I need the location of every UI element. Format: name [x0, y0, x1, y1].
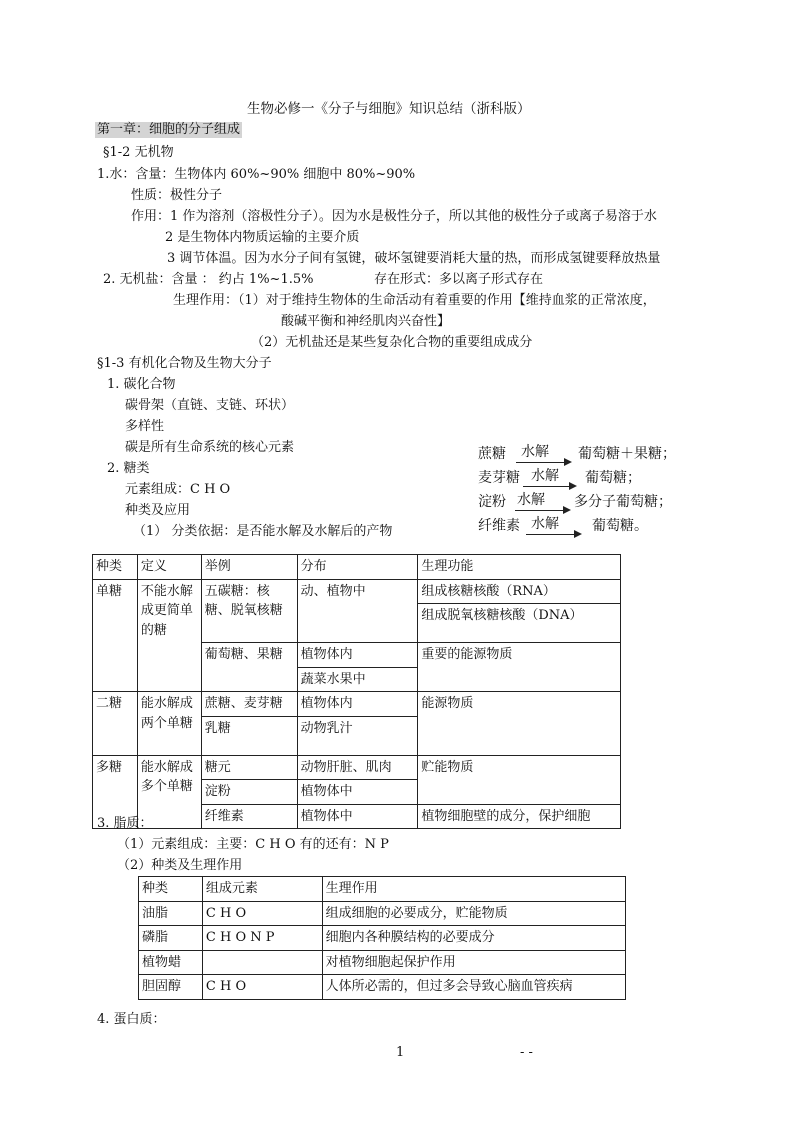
hydrolysis-arrow-icon — [526, 534, 576, 535]
hydrolysis-reactant: 蔗糖 — [478, 446, 506, 462]
table-cell — [202, 950, 322, 975]
sugar-line-2: 种类及应用 — [125, 503, 191, 518]
table-cell: 植物体内 — [297, 643, 418, 668]
page-number: 1 — [396, 1045, 405, 1060]
table-cell: 能水解成多个单糖 — [137, 755, 201, 829]
table-header-cell: 分布 — [297, 555, 418, 580]
sugar-line-3: （1） 分类依据：是否能水解及水解后的产物 — [133, 524, 393, 539]
document-title: 生物必修一《分子与细胞》知识总结（浙科版） — [247, 101, 531, 117]
table-row — [139, 950, 626, 975]
hydrolysis-product: 葡萄糖。 — [592, 518, 648, 534]
lipid-line-2: （2）种类及生理作用 — [117, 858, 243, 873]
table-cell: C H O — [202, 901, 322, 926]
table-cell: 动物乳汁 — [297, 716, 418, 755]
table-row — [139, 926, 626, 951]
table-cell: 能水解成两个单糖 — [137, 692, 201, 756]
hydrolysis-reactant: 纤维素 — [478, 518, 520, 534]
water-property: 性质：极性分子 — [131, 188, 223, 203]
table-header-cell: 种类 — [139, 877, 203, 902]
table-cell: 植物体中 — [297, 780, 418, 805]
table-cell: 植物蜡 — [139, 950, 203, 975]
table-cell: 胆固醇 — [139, 975, 203, 1000]
table-cell: 磷脂 — [139, 926, 203, 951]
table-cell: 油脂 — [139, 901, 203, 926]
table-cell: 细胞内各种膜结构的必要成分 — [322, 926, 625, 951]
table-cell: 纤维素 — [201, 804, 297, 829]
chapter-heading: 第一章：细胞的分子组成 — [97, 122, 241, 137]
sugar-line-1: 元素组成：C H O — [125, 482, 231, 497]
hydrolysis-arrow-icon — [523, 486, 571, 487]
water-use-3: 3 调节体温。因为水分子间有氢键，破坏氢键要消耗大量的热，而形成氢键要释放热量 — [167, 251, 661, 266]
table-header-cell: 种类 — [93, 555, 138, 580]
table-cell: 重要的能源物质 — [418, 643, 621, 692]
carbon-line-1: 碳骨架（直链、支链、环状） — [125, 398, 295, 413]
table-cell: 组成脱氧核糖核酸（DNA） — [418, 604, 621, 643]
table-header-cell: 定义 — [137, 555, 201, 580]
table-cell: C H O — [202, 975, 322, 1000]
table-cell: 蔬菜水果中 — [297, 667, 418, 692]
hydrolysis-product: 葡萄糖； — [585, 470, 641, 486]
lipid-heading: 3. 脂质： — [97, 816, 153, 831]
table-cell: 蔗糖、麦芽糖 — [201, 692, 297, 717]
table-cell: 五碳糖：核糖、脱氧核糖 — [201, 579, 297, 643]
salt-phys-1b: 酸碱平衡和神经肌肉兴奋性】 — [281, 314, 451, 329]
sugar-table — [92, 554, 621, 829]
table-cell: 多糖 — [93, 755, 138, 829]
table-cell: 植物体中 — [297, 804, 418, 829]
carbon-line-2: 多样性 — [125, 419, 165, 434]
table-header-cell: 组成元素 — [202, 877, 322, 902]
lipid-table — [138, 876, 626, 1000]
water-use-1: 作用：1 作为溶剂（溶极性分子）。因为水是极性分子，所以其他的极性分子或离子易溶于水 — [131, 209, 657, 224]
hydrolysis-reactant: 淀粉 — [478, 494, 506, 510]
protein-heading: 4. 蛋白质： — [97, 1012, 166, 1027]
table-cell: 贮能物质 — [418, 755, 621, 804]
salt-phys-1: 生理作用：（1）对于维持生物体的生命活动有着重要的作用【维持血浆的正常浓度， — [173, 293, 656, 308]
table-cell: 淀粉 — [201, 780, 297, 805]
hydrolysis-arrow-icon — [515, 510, 565, 511]
table-cell: 不能水解成更简单的糖 — [137, 579, 201, 692]
hydrolysis-arrowhead-icon — [564, 458, 572, 466]
table-cell: 动、植物中 — [297, 579, 418, 643]
carbon-heading: 1. 碳化合物 — [107, 377, 176, 392]
hydrolysis-arrowhead-icon — [563, 506, 571, 514]
sugar-heading: 2. 糖类 — [107, 461, 150, 476]
hydrolysis-label: 水解 — [517, 492, 545, 508]
table-cell: C H O N P — [202, 926, 322, 951]
water-content: 1.水：含量：生物体内 60%~90% 细胞中 80%~90% — [97, 167, 416, 182]
table-row — [139, 975, 626, 1000]
table-cell: 植物体内 — [297, 692, 418, 717]
table-cell: 组成核糖核酸（RNA） — [418, 579, 621, 604]
table-header-row — [93, 555, 621, 580]
hydrolysis-label: 水解 — [531, 516, 559, 532]
table-header-cell: 生理功能 — [418, 555, 621, 580]
table-cell: 植物细胞壁的成分，保护细胞 — [418, 804, 621, 829]
carbon-line-3: 碳是所有生命系统的核心元素 — [125, 440, 295, 455]
table-cell: 动物肝脏、肌肉 — [297, 755, 418, 780]
hydrolysis-arrow-icon — [516, 462, 566, 463]
hydrolysis-product: 多分子葡萄糖； — [574, 494, 672, 510]
section-organic: §1-3 有机化合物及生物大分子 — [97, 356, 272, 371]
section-inorganic: §1-2 无机物 — [103, 145, 174, 160]
table-cell: 人体所必需的，但过多会导致心脑血管疾病 — [322, 975, 625, 1000]
salt-content: 2. 无机盐：含量 ： 约占 1%~1.5% — [103, 272, 314, 287]
table-cell: 单糖 — [93, 579, 138, 692]
table-cell: 组成细胞的必要成分，贮能物质 — [322, 901, 625, 926]
salt-form: 存在形式：多以离子形式存在 — [374, 272, 544, 287]
table-cell: 乳糖 — [201, 716, 297, 755]
table-row — [93, 692, 621, 717]
table-header-cell: 生理作用 — [322, 877, 625, 902]
hydrolysis-label: 水解 — [521, 444, 549, 460]
hydrolysis-arrowhead-icon — [569, 482, 577, 490]
table-cell: 能源物质 — [418, 692, 621, 756]
table-cell: 二糖 — [93, 692, 138, 756]
table-header-cell: 举例 — [201, 555, 297, 580]
table-header-row — [139, 877, 626, 902]
hydrolysis-product: 葡萄糖＋果糖； — [578, 446, 676, 462]
table-cell: 糖元 — [201, 755, 297, 780]
table-cell: 葡萄糖、果糖 — [201, 643, 297, 692]
table-row — [139, 901, 626, 926]
table-row — [93, 755, 621, 780]
hydrolysis-reactant: 麦芽糖 — [478, 470, 520, 486]
hydrolysis-label: 水解 — [531, 468, 559, 484]
salt-phys-2: （2）无机盐还是某些复杂化合物的重要组成成分 — [251, 335, 533, 350]
lipid-line-1: （1）元素组成：主要：C H O 有的还有：N P — [117, 837, 389, 852]
table-cell: 对植物细胞起保护作用 — [322, 950, 625, 975]
table-row — [93, 579, 621, 604]
hydrolysis-arrowhead-icon — [574, 530, 582, 538]
footer-mark: - - — [520, 1045, 533, 1060]
water-use-2: 2 是生物体内物质运输的主要介质 — [165, 230, 360, 245]
